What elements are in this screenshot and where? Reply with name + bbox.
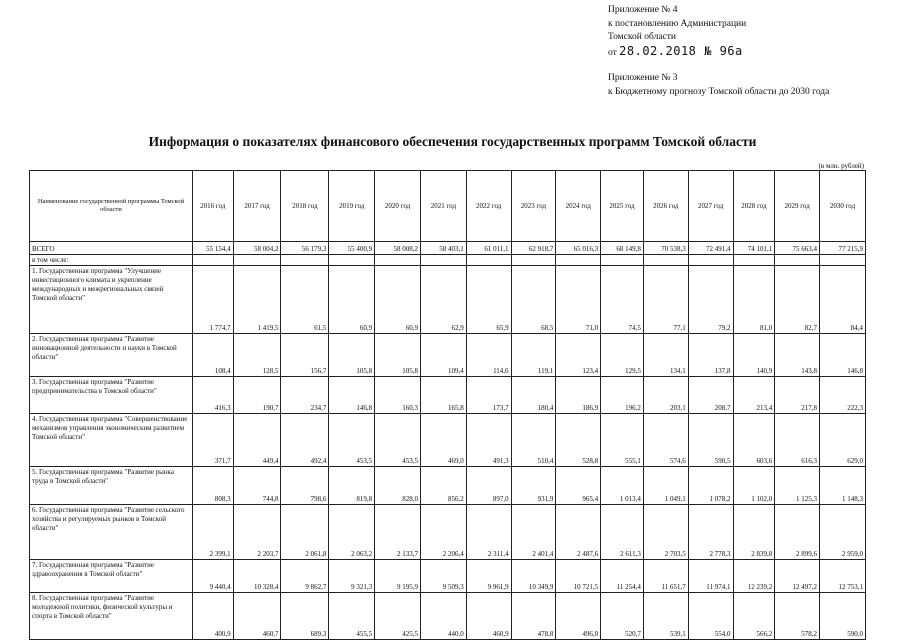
program-value-cell: 77,1: [643, 266, 688, 334]
year-header: 2016 год: [192, 171, 233, 242]
empty-cell: [375, 255, 421, 266]
program-value-cell: 2 703,5: [643, 505, 688, 560]
year-header: 2026 год: [643, 171, 688, 242]
program-value-cell: 460,9: [466, 593, 511, 640]
program-value-cell: 11 974,1: [688, 560, 733, 593]
program-value-cell: 61,5: [281, 266, 329, 334]
program-value-cell: 12 753,1: [820, 560, 866, 593]
program-value-cell: 819,8: [329, 467, 375, 505]
year-header: 2023 год: [511, 171, 556, 242]
program-row: [30, 467, 866, 505]
program-name-cell: 7. Государственная программа "Развитие здравоохранения в Томской области": [30, 560, 193, 593]
program-value-cell: 129,5: [601, 334, 644, 377]
table-header-row: [30, 171, 866, 242]
program-value-cell: 134,1: [643, 334, 688, 377]
program-value-cell: 196,2: [601, 377, 644, 414]
program-value-cell: 440,0: [420, 593, 466, 640]
program-value-cell: 217,8: [775, 377, 820, 414]
total-label: ВСЕГО: [30, 242, 193, 255]
total-value-cell: 55 154,4: [192, 242, 233, 255]
program-value-cell: 616,3: [775, 414, 820, 467]
program-value-cell: 2 063,2: [329, 505, 375, 560]
program-value-cell: 492,4: [281, 414, 329, 467]
program-value-cell: 160,3: [375, 377, 421, 414]
program-value-cell: 9 321,3: [329, 560, 375, 593]
resolution-date-line: [608, 45, 898, 61]
year-header: 2027 год: [688, 171, 733, 242]
program-value-cell: 603,6: [733, 414, 775, 467]
program-value-cell: 68,5: [511, 266, 556, 334]
program-value-cell: 2 899,6: [775, 505, 820, 560]
document-title: Информация о показателях финансового обеспечения государственных программ Томской области: [148, 134, 757, 149]
year-header: 2030 год: [820, 171, 866, 242]
program-row: [30, 505, 866, 560]
program-value-cell: 12 239,2: [733, 560, 775, 593]
program-value-cell: 82,7: [775, 266, 820, 334]
year-header: 2019 год: [329, 171, 375, 242]
program-value-cell: 578,2: [775, 593, 820, 640]
empty-cell: [733, 255, 775, 266]
year-header: 2020 год: [375, 171, 421, 242]
appendix-3-line: Приложение № 3: [608, 73, 678, 83]
program-value-cell: 11 651,7: [643, 560, 688, 593]
program-value-cell: 897,0: [466, 467, 511, 505]
total-value-cell: 74 101,1: [733, 242, 775, 255]
total-value-cell: 65 016,3: [556, 242, 601, 255]
program-value-cell: 119,1: [511, 334, 556, 377]
program-row: [30, 266, 866, 334]
program-value-cell: 203,1: [643, 377, 688, 414]
program-value-cell: 1 419,5: [233, 266, 281, 334]
year-header: 2022 год: [466, 171, 511, 242]
program-value-cell: 165,8: [420, 377, 466, 414]
program-value-cell: 856,2: [420, 467, 466, 505]
total-value-cell: 55 400,9: [329, 242, 375, 255]
including-row: [30, 255, 866, 266]
program-name-cell: 1. Государственная программа "Улучшение инвестиционного климата и укрепление международных и межрегиональных связей Томской области": [30, 266, 193, 334]
financing-table: [29, 170, 866, 640]
program-value-cell: 469,0: [420, 414, 466, 467]
program-value-cell: 520,7: [601, 593, 644, 640]
total-value-cell: 62 918,7: [511, 242, 556, 255]
program-value-cell: 744,8: [233, 467, 281, 505]
program-value-cell: 114,6: [466, 334, 511, 377]
program-name-cell: 5. Государственная программа "Развитие рынка труда в Томской области": [30, 467, 193, 505]
program-name-cell: 2. Государственная программа "Развитие инновационной деятельности и науки в Томской области": [30, 334, 193, 377]
program-value-cell: 496,0: [556, 593, 601, 640]
program-value-cell: 234,7: [281, 377, 329, 414]
total-value-cell: 56 179,3: [281, 242, 329, 255]
program-value-cell: 186,9: [556, 377, 601, 414]
program-value-cell: 2 959,0: [820, 505, 866, 560]
program-value-cell: 109,4: [420, 334, 466, 377]
program-value-cell: 2 206,4: [420, 505, 466, 560]
program-value-cell: 123,4: [556, 334, 601, 377]
program-value-cell: 2 487,6: [556, 505, 601, 560]
program-value-cell: 460,7: [233, 593, 281, 640]
program-row: [30, 334, 866, 377]
empty-cell: [329, 255, 375, 266]
program-name-header: Наименование государственной программы Томской области: [30, 171, 193, 242]
appendix-3-line: к Бюджетному прогнозу Томской области до 2030 года: [608, 86, 830, 97]
program-value-cell: 10 328,4: [233, 560, 281, 593]
empty-cell: [643, 255, 688, 266]
total-value-cell: 58 403,1: [420, 242, 466, 255]
program-value-cell: 590,5: [688, 414, 733, 467]
program-value-cell: 528,8: [556, 414, 601, 467]
appendix-line: Приложение № 4: [608, 5, 678, 15]
program-value-cell: 965,4: [556, 467, 601, 505]
program-value-cell: 539,1: [643, 593, 688, 640]
program-value-cell: 2 133,7: [375, 505, 421, 560]
empty-cell: [688, 255, 733, 266]
program-value-cell: 222,3: [820, 377, 866, 414]
program-value-cell: 931,9: [511, 467, 556, 505]
program-value-cell: 798,6: [281, 467, 329, 505]
program-value-cell: 416,3: [192, 377, 233, 414]
program-value-cell: 828,0: [375, 467, 421, 505]
total-value-cell: 75 663,4: [775, 242, 820, 255]
program-value-cell: 689,3: [281, 593, 329, 640]
total-value-cell: 68 149,8: [601, 242, 644, 255]
program-value-cell: 65,9: [466, 266, 511, 334]
program-value-cell: 105,8: [375, 334, 421, 377]
empty-cell: [601, 255, 644, 266]
year-header: 2028 год: [733, 171, 775, 242]
total-value-cell: 58 008,2: [375, 242, 421, 255]
total-value-cell: 61 011,1: [466, 242, 511, 255]
program-value-cell: 808,3: [192, 467, 233, 505]
program-row: [30, 414, 866, 467]
program-name-cell: 6. Государственная программа "Развитие сельского хозяйства и регулируемых рынков в Томской области": [30, 505, 193, 560]
program-value-cell: 10 349,9: [511, 560, 556, 593]
program-value-cell: 11 254,4: [601, 560, 644, 593]
empty-cell: [192, 255, 233, 266]
total-value-cell: 77 215,9: [820, 242, 866, 255]
program-value-cell: 2 839,8: [733, 505, 775, 560]
program-value-cell: 491,3: [466, 414, 511, 467]
program-value-cell: 60,9: [329, 266, 375, 334]
program-value-cell: 156,7: [281, 334, 329, 377]
program-value-cell: 60,9: [375, 266, 421, 334]
program-value-cell: 1 049,1: [643, 467, 688, 505]
units-note: (в млн. рублей): [818, 162, 864, 170]
program-row: [30, 560, 866, 593]
program-value-cell: 10 721,5: [556, 560, 601, 593]
program-value-cell: 173,7: [466, 377, 511, 414]
program-value-cell: 208,7: [688, 377, 733, 414]
resolution-date-number: 28.02.2018 № 96а: [619, 43, 743, 58]
program-value-cell: 554,0: [688, 593, 733, 640]
program-value-cell: 1 013,4: [601, 467, 644, 505]
empty-cell: [820, 255, 866, 266]
empty-cell: [281, 255, 329, 266]
program-value-cell: 2 401,4: [511, 505, 556, 560]
program-value-cell: 62,9: [420, 266, 466, 334]
program-row: [30, 593, 866, 640]
empty-cell: [420, 255, 466, 266]
year-header: 2018 год: [281, 171, 329, 242]
program-value-cell: 453,5: [329, 414, 375, 467]
program-value-cell: 2 061,8: [281, 505, 329, 560]
program-value-cell: 9 961,9: [466, 560, 511, 593]
year-header: 2029 год: [775, 171, 820, 242]
program-name-cell: 3. Государственная программа "Развитие предпринимательства в Томской области": [30, 377, 193, 414]
appendix-block: [608, 4, 898, 99]
program-value-cell: 2 311,4: [466, 505, 511, 560]
program-value-cell: 449,4: [233, 414, 281, 467]
program-value-cell: 1 102,0: [733, 467, 775, 505]
appendix-line: Томской области: [608, 32, 676, 42]
program-value-cell: 510,4: [511, 414, 556, 467]
total-value-cell: 72 491,4: [688, 242, 733, 255]
date-prefix: от: [608, 47, 617, 58]
program-value-cell: 555,1: [601, 414, 644, 467]
program-value-cell: 590,0: [820, 593, 866, 640]
total-value-cell: 58 004,2: [233, 242, 281, 255]
program-value-cell: 180,4: [511, 377, 556, 414]
program-value-cell: 108,4: [192, 334, 233, 377]
program-value-cell: 140,9: [733, 334, 775, 377]
program-value-cell: 84,4: [820, 266, 866, 334]
program-value-cell: 146,8: [820, 334, 866, 377]
program-value-cell: 453,5: [375, 414, 421, 467]
empty-cell: [556, 255, 601, 266]
program-value-cell: 146,8: [329, 377, 375, 414]
program-value-cell: 213,4: [733, 377, 775, 414]
program-value-cell: 2 203,7: [233, 505, 281, 560]
program-value-cell: 455,5: [329, 593, 375, 640]
program-value-cell: 1 078,2: [688, 467, 733, 505]
including-label: в том числе:: [30, 255, 193, 266]
year-header: 2021 год: [420, 171, 466, 242]
program-value-cell: 105,8: [329, 334, 375, 377]
program-value-cell: 71,0: [556, 266, 601, 334]
program-value-cell: 137,8: [688, 334, 733, 377]
program-value-cell: 629,0: [820, 414, 866, 467]
year-header: 2025 год: [601, 171, 644, 242]
program-value-cell: 9 509,3: [420, 560, 466, 593]
program-value-cell: 371,7: [192, 414, 233, 467]
program-value-cell: 1 774,7: [192, 266, 233, 334]
empty-cell: [233, 255, 281, 266]
program-value-cell: 574,6: [643, 414, 688, 467]
program-value-cell: 1 125,3: [775, 467, 820, 505]
program-value-cell: 9 862,7: [281, 560, 329, 593]
program-value-cell: 2 611,3: [601, 505, 644, 560]
empty-cell: [466, 255, 511, 266]
appendix-line: к постановлению Администрации: [608, 18, 747, 29]
program-value-cell: 74,5: [601, 266, 644, 334]
program-value-cell: 9 195,9: [375, 560, 421, 593]
program-value-cell: 2 778,3: [688, 505, 733, 560]
empty-cell: [775, 255, 820, 266]
program-value-cell: 79,2: [688, 266, 733, 334]
empty-cell: [511, 255, 556, 266]
total-value-cell: 70 538,3: [643, 242, 688, 255]
program-value-cell: 400,9: [192, 593, 233, 640]
total-row: [30, 242, 866, 255]
program-row: [30, 377, 866, 414]
program-value-cell: 566,2: [733, 593, 775, 640]
program-value-cell: 478,8: [511, 593, 556, 640]
program-value-cell: 128,5: [233, 334, 281, 377]
year-header: 2017 год: [233, 171, 281, 242]
program-name-cell: 8. Государственная программа "Развитие молодежной политики, физической культуры и спорта в Томской области": [30, 593, 193, 640]
program-value-cell: 12 497,2: [775, 560, 820, 593]
year-header: 2024 год: [556, 171, 601, 242]
program-name-cell: 4. Государственная программа "Совершенствование механизмов управления экономическим развитием Томской области": [30, 414, 193, 467]
program-value-cell: 1 148,3: [820, 467, 866, 505]
program-value-cell: 190,7: [233, 377, 281, 414]
program-value-cell: 9 440,4: [192, 560, 233, 593]
program-value-cell: 143,8: [775, 334, 820, 377]
program-value-cell: 425,5: [375, 593, 421, 640]
program-value-cell: 2 399,1: [192, 505, 233, 560]
program-value-cell: 81,0: [733, 266, 775, 334]
